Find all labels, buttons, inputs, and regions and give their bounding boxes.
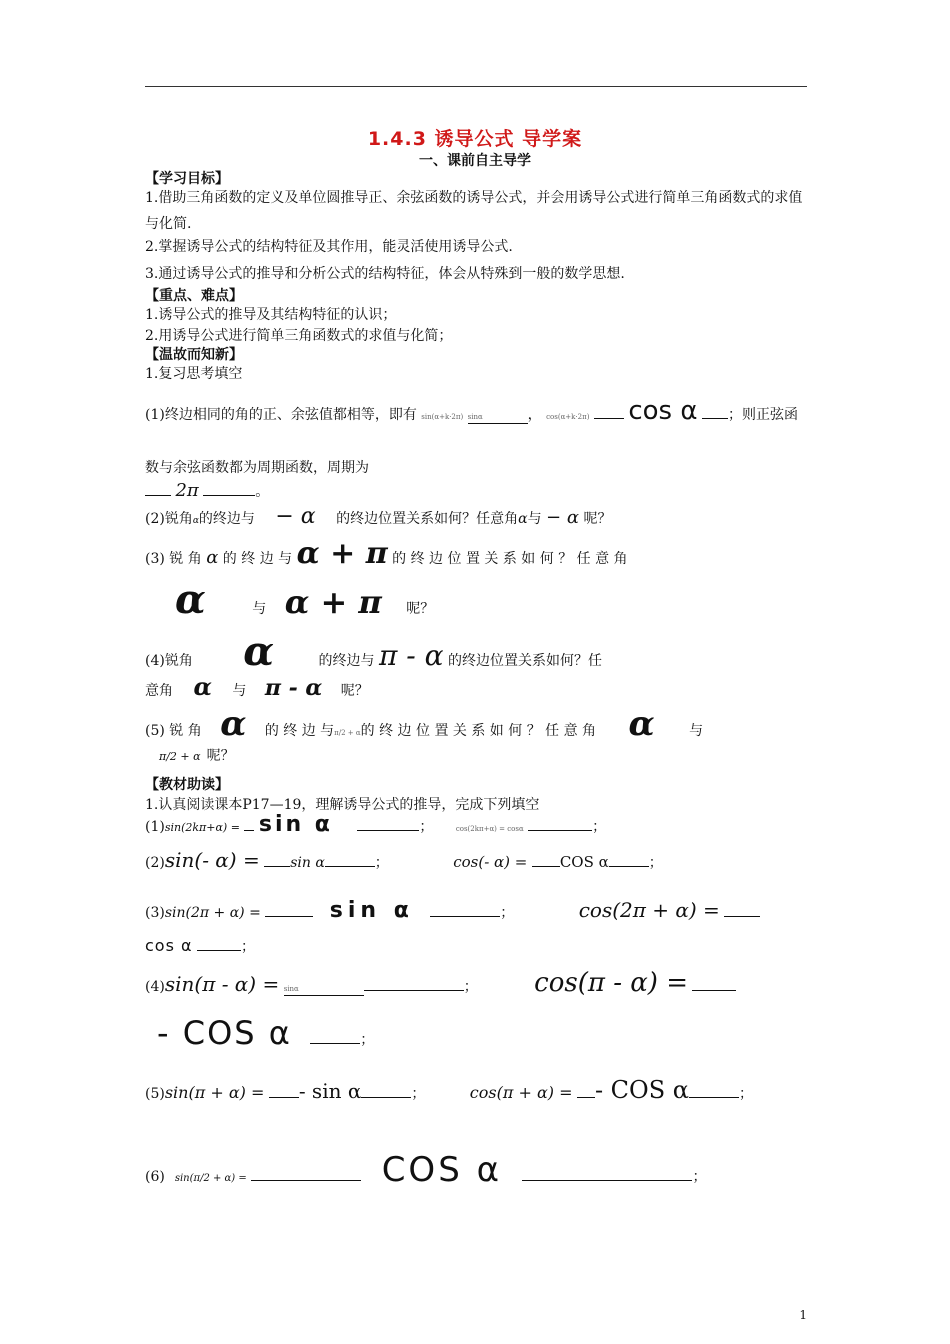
f3-answer: sin α: [329, 898, 414, 923]
q5-alpha: α: [220, 704, 247, 744]
q3-text-b: 的 终 边 与: [222, 551, 293, 567]
q1-blank-3[interactable]: [702, 418, 728, 419]
q4-alpha-large: α: [243, 628, 275, 675]
q2-text-a: (2)锐角: [145, 511, 193, 527]
review-q2: [145, 504, 611, 529]
f3-sep: ；: [500, 905, 515, 921]
f5-blank-b[interactable]: [361, 1097, 411, 1098]
q3-text-d: 与: [252, 601, 267, 617]
review-q5-line2: [145, 745, 235, 765]
review-q1-line3: [145, 480, 269, 501]
f2-blank-c[interactable]: [532, 866, 560, 867]
f6-blank-b[interactable]: [522, 1180, 692, 1181]
review-q4-line2: [145, 672, 369, 701]
q4-text-d: 意角: [145, 683, 173, 699]
f1-blank-a[interactable]: [244, 830, 254, 831]
review-q1-line1: (1)终边相同的角的正、余弦值都相等，即有 sin(α+k·2π) sinα ， cos(α+k·2π) cos α ；则正弦函: [145, 396, 798, 426]
f2-label: (2): [145, 855, 165, 871]
f4-rhs: cos(π - α) =: [534, 968, 688, 998]
q4-text-e: 与: [232, 683, 247, 699]
reading-intro: 1.认真阅读课本P17—19，理解诱导公式的推导，完成下列填空: [145, 797, 540, 813]
q2-neg-alpha: − α: [275, 504, 316, 529]
f6-label: (6): [145, 1169, 165, 1185]
review-q3-line2: [145, 576, 434, 623]
q4-alpha-2: α: [193, 672, 212, 701]
q3-text-e: 呢？: [406, 601, 435, 617]
f3-blank-a[interactable]: [265, 916, 313, 917]
f6-end: ；: [692, 1169, 707, 1185]
objective-item-2: 2.掌握诱导公式的结构特征及其作用，能灵活使用诱导公式.: [145, 239, 513, 255]
q1-suffix: ；则正弦函: [727, 407, 798, 423]
f3-blank-c[interactable]: [724, 916, 760, 917]
q5-text-b: 的 终 边 与: [264, 723, 335, 739]
f2-lhs: sin(- α) =: [164, 848, 260, 872]
f3-blank-b[interactable]: [430, 916, 500, 917]
q3-alpha-plus-pi-2: α + π: [284, 583, 382, 621]
f1-end: ；: [592, 819, 607, 835]
f4-end: ；: [360, 1032, 375, 1048]
f1-answer: sin α: [258, 812, 333, 837]
q4-text-b: 的终边与: [318, 653, 375, 669]
objective-item-1: 1.借助三角函数的定义及单位圆推导正、余弦函数的诱导公式，并会用诱导公式进行简单三角函数式的求值与化简.: [145, 190, 803, 232]
q5-text-c: 的 终 边 位 置 关 系 如 何 ？ 任 意 角: [360, 723, 597, 739]
f6-answer: COS α: [381, 1150, 502, 1190]
f1-lhs: sin(2kπ+α) =: [164, 821, 240, 834]
f1-tiny: cos(2kπ+α) = cosα: [455, 825, 524, 833]
f6-lhs: sin(π/2 + α) =: [174, 1173, 247, 1184]
q2-text-b: 的终边与: [198, 511, 255, 527]
q5-text-d: 与: [689, 723, 704, 739]
f4-blank-b[interactable]: [364, 990, 464, 991]
f3-end: ；: [241, 939, 256, 955]
formula-5: [145, 1076, 753, 1104]
f2-answer-2: COS α: [559, 853, 609, 871]
f4-lhs: sin(π - α) =: [164, 972, 280, 996]
q1-tiny-lhs: sin(α+k·2π): [421, 413, 464, 421]
f3-blank-d[interactable]: [197, 950, 241, 951]
formula-3-line2: [145, 936, 255, 956]
f1-sep: ；: [419, 819, 434, 835]
q2-text-e: 呢？: [583, 511, 612, 527]
f5-answer: - sin α: [298, 1079, 362, 1103]
keypoint-item-2: 2.用诱导公式进行简单三角函数式的求值与化简；: [145, 328, 453, 344]
q1-cos-answer: cos α: [628, 396, 698, 426]
f5-blank-a[interactable]: [269, 1097, 299, 1098]
f5-lhs: sin(π + α) =: [164, 1083, 265, 1102]
review-q1-line2: 数与余弦函数都为周期函数，周期为: [145, 460, 369, 476]
period-blank-left[interactable]: [145, 495, 171, 496]
q1-blank-2[interactable]: [594, 418, 624, 419]
q1-blank-1[interactable]: sinα: [468, 407, 528, 424]
formula-4: [145, 968, 736, 998]
f4-blank-d[interactable]: [310, 1043, 360, 1044]
q1-tiny-cos: cos(α+k·2π): [546, 413, 590, 421]
f2-blank-a[interactable]: [264, 866, 290, 867]
q2-neg-alpha-2: − α: [546, 507, 580, 528]
q1-prefix: (1)终边相同的角的正、余弦值都相等，即有: [145, 407, 417, 423]
f1-blank-b[interactable]: [357, 830, 419, 831]
page-number: 1: [799, 1308, 807, 1322]
period-answer: 2π: [175, 480, 199, 501]
formula-2: [145, 848, 663, 872]
objective-item-3: 3.通过诱导公式的推导和分析公式的结构特征，体会从特殊到一般的数学思想.: [145, 266, 625, 282]
f5-sep: ；: [411, 1086, 426, 1102]
f2-rhs: cos(- α) =: [453, 853, 528, 871]
q3-alpha-large: α: [175, 576, 206, 623]
review-heading: 【温故而知新】: [145, 347, 243, 363]
period-blank-right[interactable]: [203, 495, 255, 496]
q4-pi-minus-alpha-2: π - α: [264, 675, 323, 701]
q2-alpha-2: α: [518, 511, 528, 527]
f4-blank-a[interactable]: sinα: [284, 979, 364, 996]
f3-lhs: sin(2π + α) =: [164, 905, 261, 921]
f2-blank-d[interactable]: [609, 866, 649, 867]
f5-rhs: cos(π + α) =: [469, 1083, 573, 1102]
page-title: 1.4.3 诱导公式 导学案: [367, 128, 583, 150]
q3-text-a: (3) 锐 角: [145, 551, 202, 567]
q5-tiny: π/2 + α: [334, 729, 361, 737]
f1-label: (1): [145, 819, 165, 835]
f2-blank-b[interactable]: [325, 866, 375, 867]
q4-text-f: 呢？: [340, 683, 369, 699]
header-rule: [145, 86, 807, 87]
formula-1: [145, 812, 606, 837]
f1-blank-c[interactable]: [528, 830, 592, 831]
f3-answer-2: cos α: [145, 936, 193, 955]
f3-label: (3): [145, 905, 165, 921]
q5-text-e: 呢？: [206, 748, 235, 764]
f5-blank-d[interactable]: [689, 1097, 739, 1098]
period-end: 。: [255, 484, 270, 500]
f6-blank-a[interactable]: [251, 1180, 361, 1181]
f5-answer-2: - COS α: [594, 1076, 689, 1104]
f2-answer: sin α: [290, 855, 325, 871]
f4-label: (4): [145, 979, 165, 995]
f5-label: (5): [145, 1086, 165, 1102]
q4-text-a: (4)锐角: [145, 653, 193, 669]
f2-end: ；: [648, 855, 663, 871]
formula-3: [145, 898, 760, 923]
q3-text-c: 的 终 边 位 置 关 系 如 何 ？ 任 意 角: [392, 551, 628, 567]
keypoints-heading: 【重点、难点】: [145, 288, 243, 304]
keypoint-item-1: 1.诱导公式的推导及其结构特征的认识；: [145, 307, 397, 323]
q5-text-a: (5) 锐 角: [145, 723, 202, 739]
f5-end: ；: [739, 1086, 753, 1102]
q2-text-d: 与: [527, 511, 542, 527]
review-q3-line1: [145, 536, 807, 571]
section-subtitle: 一、课前自主导学: [419, 153, 531, 169]
review-intro: 1.复习思考填空: [145, 366, 243, 382]
f4-answer-2: - COS α: [157, 1014, 292, 1052]
reading-heading: 【教材助读】: [145, 777, 229, 793]
review-q4-line1: [145, 628, 602, 675]
formula-4-line2: [145, 1014, 374, 1052]
q4-pi-minus-alpha: π - α: [378, 639, 444, 672]
q3-alpha: α: [206, 547, 219, 568]
f2-sep: ；: [374, 855, 389, 871]
f5-blank-c[interactable]: [577, 1097, 595, 1098]
q5-half-pi-alpha: π/2 + α: [159, 750, 201, 763]
formula-6: [145, 1150, 706, 1190]
review-q5-line1: [145, 704, 703, 744]
q2-alpha-small: α: [192, 516, 199, 526]
f4-blank-c[interactable]: [692, 990, 736, 991]
q3-alpha-plus-pi: α + π: [296, 536, 388, 571]
objectives-heading: 【学习目标】: [145, 171, 229, 187]
q5-alpha-large: α: [628, 704, 655, 744]
q4-text-c: 的终边位置关系如何？任: [448, 653, 603, 669]
f4-sep: ；: [463, 979, 478, 995]
f3-rhs: cos(2π + α) =: [578, 898, 720, 922]
q2-text-c: 的终边位置关系如何？任意角: [336, 511, 519, 527]
